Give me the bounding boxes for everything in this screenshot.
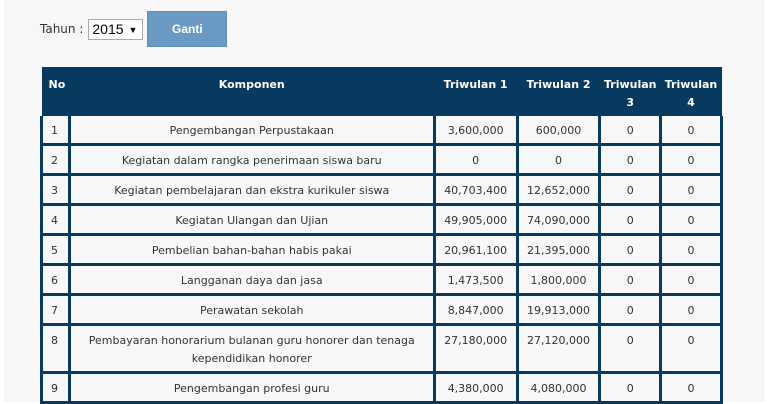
cell-tw3: 0: [600, 175, 661, 205]
cell-komponen: Pembayaran honorarium bulanan guru honorer dan tenaga kependidikan honorer: [69, 325, 434, 373]
header-komponen: Komponen: [69, 67, 434, 116]
cell-no: 1: [42, 116, 70, 145]
cell-no: 5: [42, 235, 70, 265]
cell-tw1: 3,600,000: [434, 116, 517, 145]
header-no: No: [42, 67, 70, 116]
cell-komponen: Pengembangan Perpustakaan: [69, 116, 434, 145]
cell-no: 3: [42, 175, 70, 205]
cell-komponen: Kegiatan pembelajaran dan ekstra kurikuler siswa: [69, 175, 434, 205]
header-triwulan-3: Triwulan 3: [600, 67, 661, 116]
cell-tw1: 40,703,400: [434, 175, 517, 205]
cell-komponen: Kegiatan Ulangan dan Ujian: [69, 205, 434, 235]
cell-tw2: 0: [517, 145, 600, 175]
budget-table: [40, 67, 723, 404]
cell-tw3: 0: [600, 116, 661, 145]
cell-tw3: 0: [600, 205, 661, 235]
cell-komponen: Perawatan sekolah: [69, 295, 434, 325]
table-row: [42, 265, 722, 295]
cell-tw1: 20,961,100: [434, 235, 517, 265]
cell-tw3: 0: [600, 295, 661, 325]
cell-komponen: Langganan daya dan jasa: [69, 265, 434, 295]
cell-tw4: 0: [660, 235, 721, 265]
cell-no: 8: [42, 325, 70, 373]
cell-tw4: 0: [660, 295, 721, 325]
cell-tw4: 0: [660, 145, 721, 175]
cell-tw4: 0: [660, 175, 721, 205]
table-row: [42, 325, 722, 373]
cell-no: 9: [42, 373, 70, 403]
cell-tw3: 0: [600, 265, 661, 295]
cell-no: 4: [42, 205, 70, 235]
table-row: [42, 373, 722, 403]
cell-tw2: 1,800,000: [517, 265, 600, 295]
year-label: Tahun :: [40, 22, 84, 36]
cell-tw2: 19,913,000: [517, 295, 600, 325]
year-select-value: 2015: [92, 21, 124, 37]
header-triwulan-4: Triwulan 4: [660, 67, 721, 116]
table-row: [42, 235, 722, 265]
cell-tw1: 4,380,000: [434, 373, 517, 403]
table-row: [42, 145, 722, 175]
cell-tw4: 0: [660, 325, 721, 373]
cell-tw2: 4,080,000: [517, 373, 600, 403]
cell-tw4: 0: [660, 205, 721, 235]
cell-tw1: 0: [434, 145, 517, 175]
cell-tw3: 0: [600, 235, 661, 265]
cell-no: 2: [42, 145, 70, 175]
table-row: [42, 205, 722, 235]
cell-komponen: Kegiatan dalam rangka penerimaan siswa baru: [69, 145, 434, 175]
cell-tw1: 49,905,000: [434, 205, 517, 235]
cell-tw3: 0: [600, 373, 661, 403]
cell-no: 7: [42, 295, 70, 325]
year-filter-form: [40, 11, 227, 47]
table-row: [42, 295, 722, 325]
year-select[interactable]: [88, 19, 143, 40]
cell-tw2: 600,000: [517, 116, 600, 145]
cell-tw4: 0: [660, 265, 721, 295]
dropdown-caret-icon: ▼: [128, 24, 138, 35]
cell-tw1: 27,180,000: [434, 325, 517, 373]
ganti-button[interactable]: Ganti: [147, 11, 227, 47]
cell-no: 6: [42, 265, 70, 295]
cell-komponen: Pengembangan profesi guru: [69, 373, 434, 403]
table-row: [42, 116, 722, 145]
cell-tw1: 1,473,500: [434, 265, 517, 295]
cell-tw2: 21,395,000: [517, 235, 600, 265]
cell-tw4: 0: [660, 116, 721, 145]
cell-tw2: 12,652,000: [517, 175, 600, 205]
cell-tw2: 27,120,000: [517, 325, 600, 373]
table-header-row: [42, 67, 722, 116]
table-row: [42, 175, 722, 205]
header-triwulan-1: Triwulan 1: [434, 67, 517, 116]
cell-tw1: 8,847,000: [434, 295, 517, 325]
header-triwulan-2: Triwulan 2: [517, 67, 600, 116]
cell-tw3: 0: [600, 145, 661, 175]
cell-tw4: 0: [660, 373, 721, 403]
cell-komponen: Pembelian bahan-bahan habis pakai: [69, 235, 434, 265]
cell-tw2: 74,090,000: [517, 205, 600, 235]
cell-tw3: 0: [600, 325, 661, 373]
